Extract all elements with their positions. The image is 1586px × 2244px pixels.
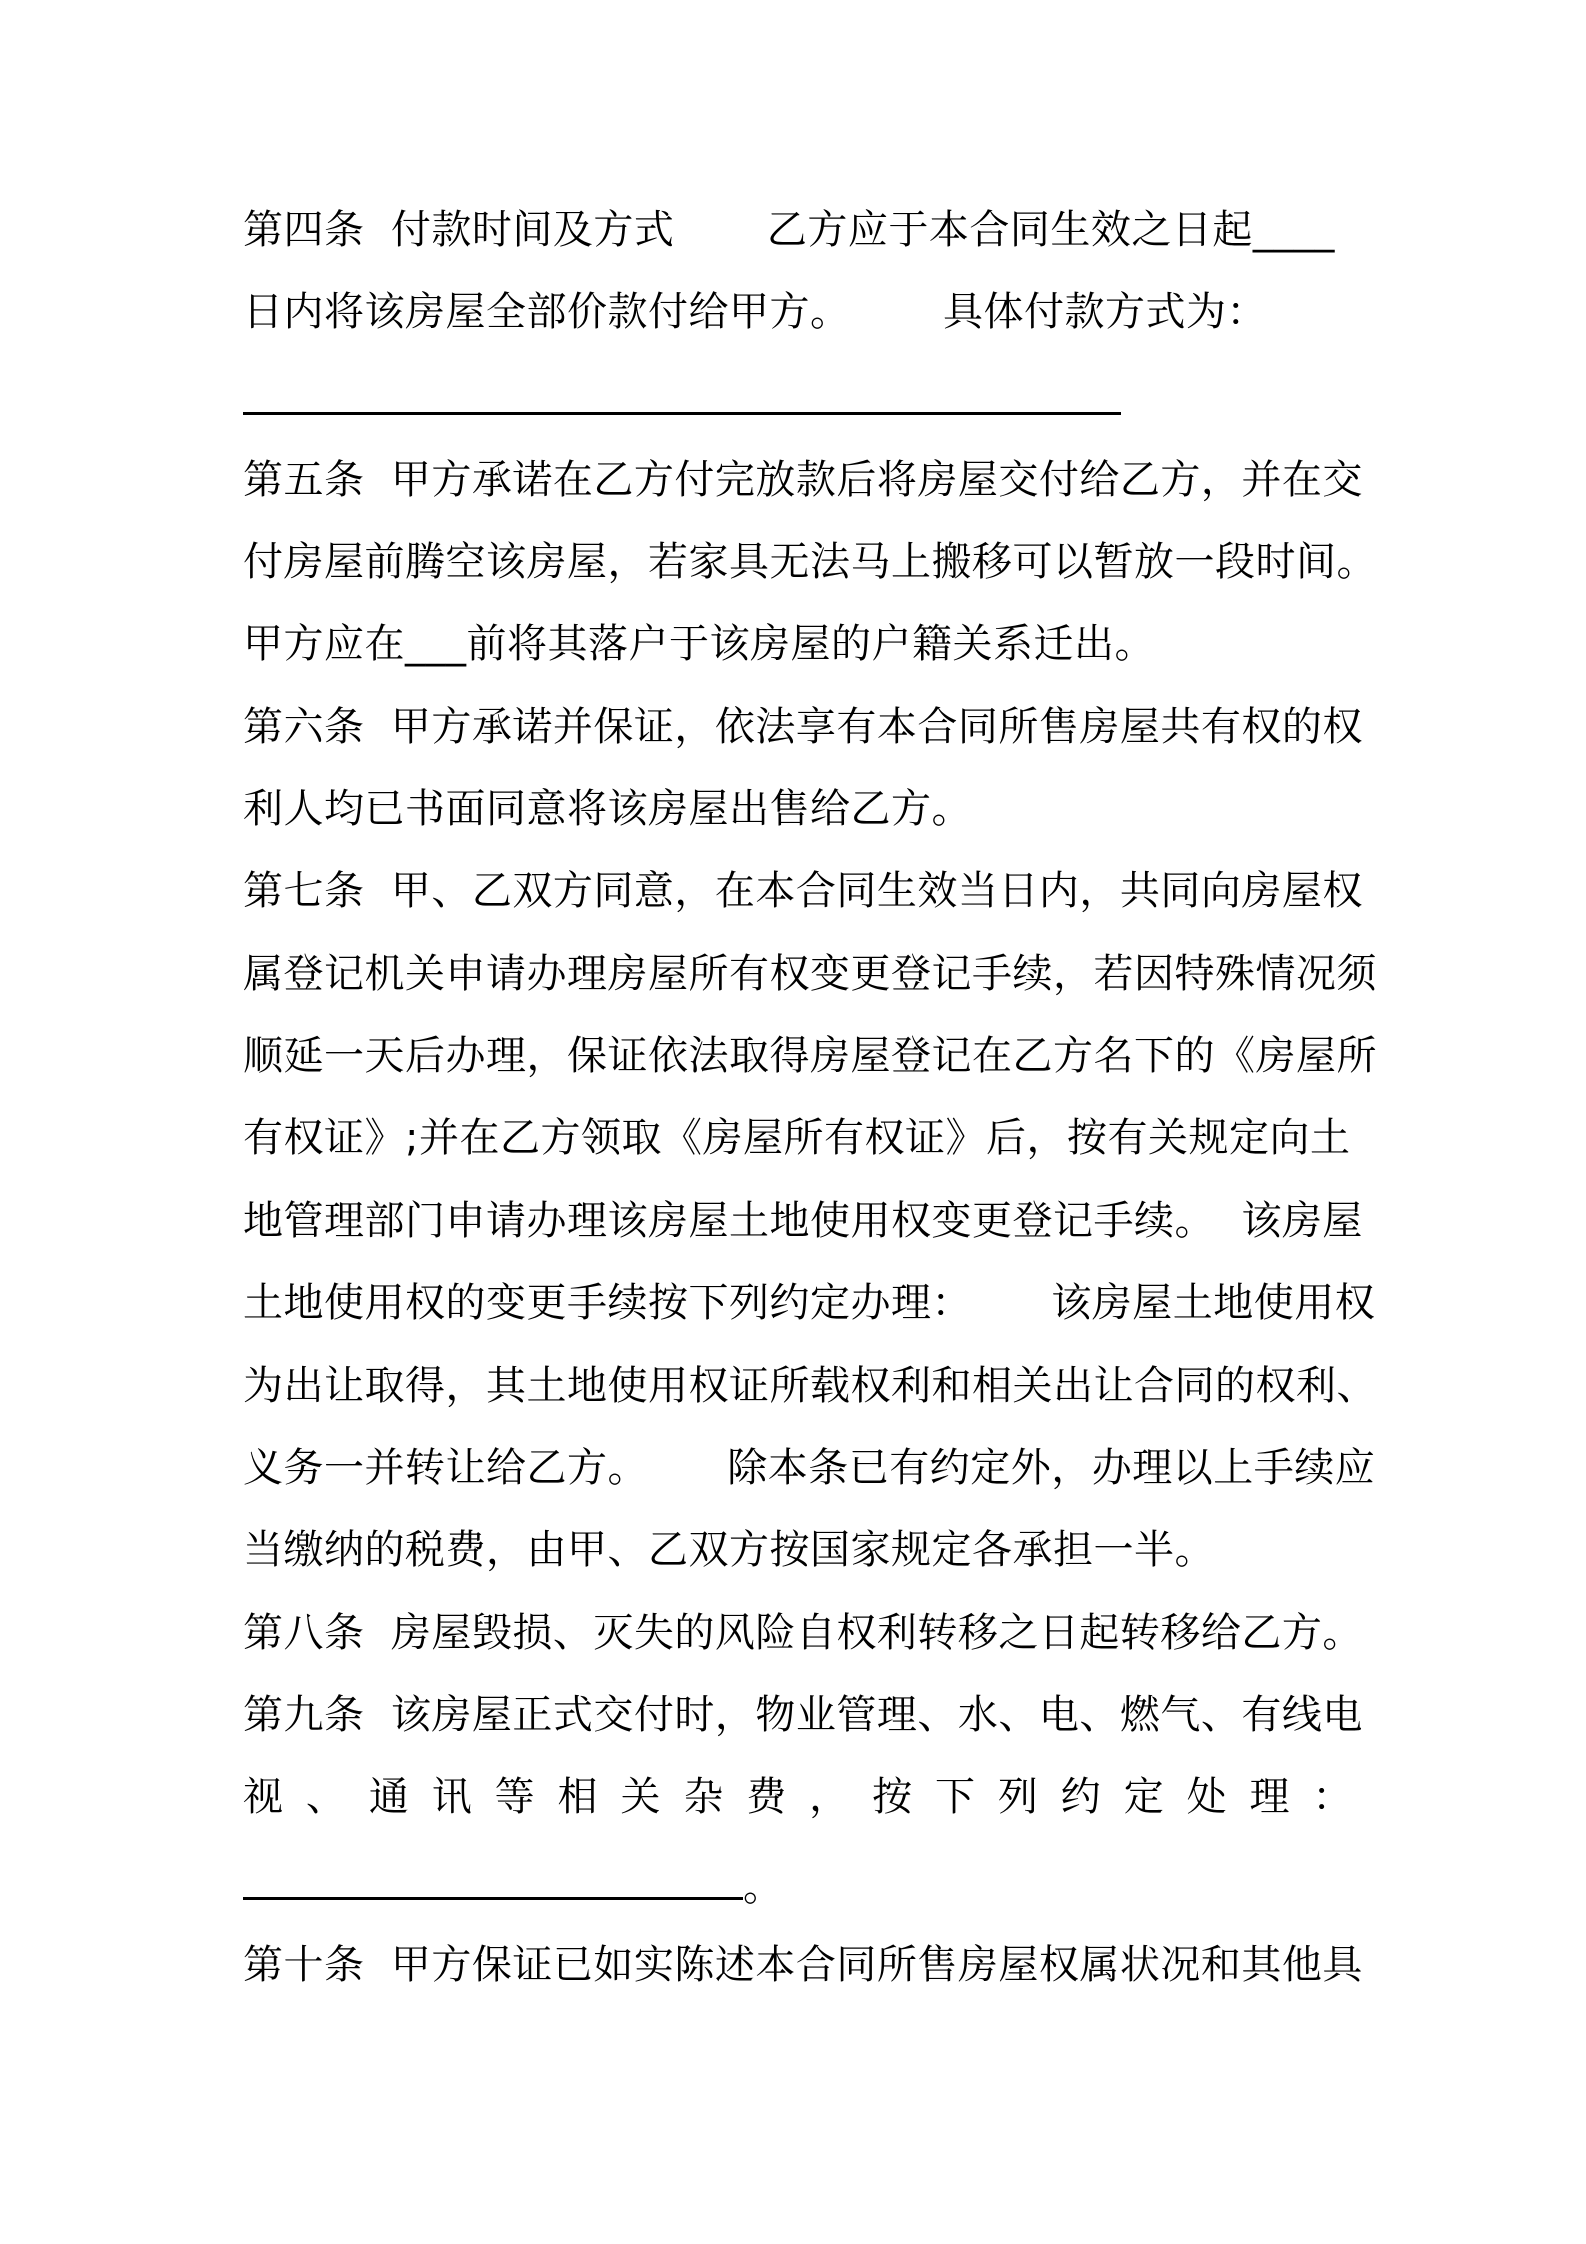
char: 费 [746,1774,787,1820]
char: ， [809,1774,850,1820]
article-7-line-5: 地管理部门申请办理该房屋土地使用权变更登记手续。 该房屋 [243,1198,1363,1244]
article-7-line-9: 当缴纳的税费，由甲、乙双方按国家规定各承担一半。 [243,1527,1215,1573]
article-7-line-4: 有权证》;并在乙方领取《房屋所有权证》后，按有关规定向土 [243,1115,1351,1161]
char: 处 [1186,1774,1228,1820]
char: 视 [243,1774,284,1820]
char: 杂 [683,1774,724,1820]
article-6-line-2: 利人均已书面同意将该房屋出售给乙方。 [243,786,972,832]
char: 下 [934,1774,976,1820]
char: 关 [620,1774,661,1820]
article-7-line-8: 义务一并转让给乙方。 除本条已有约定外，办理以上手续应 [243,1445,1376,1491]
article-6-line-1: 第六条 甲方承诺并保证，依法享有本合同所售房屋共有权的权 [243,704,1363,750]
char: 、 [305,1774,347,1820]
fees-blank-end: 。 [743,1864,784,1910]
article-7-line-3: 顺延一天后办理，保证依法取得房屋登记在乙方名下的《房屋所 [243,1033,1377,1079]
payment-method-blank-line [243,412,1121,415]
char: 相 [557,1774,599,1820]
article-4-line-1: 第四条 付款时间及方式 乙方应于本合同生效之日起____ [243,207,1335,253]
article-7-line-6: 土地使用权的变更手续按下列约定办理： 该房屋土地使用权 [243,1280,1376,1326]
article-8-line-1: 第八条 房屋毁损、灭失的风险自权利转移之日起转移给乙方。 [243,1610,1363,1656]
article-4-line-2: 日内将该房屋全部价款付给甲方。 具体付款方式为： [243,289,1268,335]
char: 理 [1249,1774,1290,1820]
article-7-line-1: 第七条 甲、乙双方同意，在本合同生效当日内，共同向房屋权 [243,868,1363,914]
article-5-line-1: 第五条 甲方承诺在乙方付完放款后将房屋交付给乙方，并在交 [243,457,1363,503]
article-9-line-2 [243,1772,1353,1822]
char: 定 [1123,1774,1165,1820]
article-10-line-1: 第十条 甲方保证已如实陈述本合同所售房屋权属状况和其他具 [243,1942,1363,1988]
article-7-line-2: 属登记机关申请办理房屋所有权变更登记手续，若因特殊情况须 [243,951,1377,997]
article-9-line-1: 第九条 该房屋正式交付时，物业管理、水、电、燃气、有线电 [243,1692,1363,1738]
char: ： [1312,1774,1353,1820]
article-5-line-3: 甲方应在___前将其落户于该房屋的户籍关系迁出。 [243,621,1155,667]
char: 讯 [431,1774,473,1820]
char: 约 [1060,1774,1102,1820]
char: 等 [494,1774,536,1820]
char: 列 [997,1774,1039,1820]
char: 按 [872,1774,913,1820]
fees-blank-line [243,1897,743,1900]
article-7-line-7: 为出让取得，其土地使用权证所载权利和相关出让合同的权利、 [243,1363,1377,1409]
char: 通 [368,1774,410,1820]
article-5-line-2: 付房屋前腾空该房屋，若家具无法马上搬移可以暂放一段时间。 [243,539,1377,585]
